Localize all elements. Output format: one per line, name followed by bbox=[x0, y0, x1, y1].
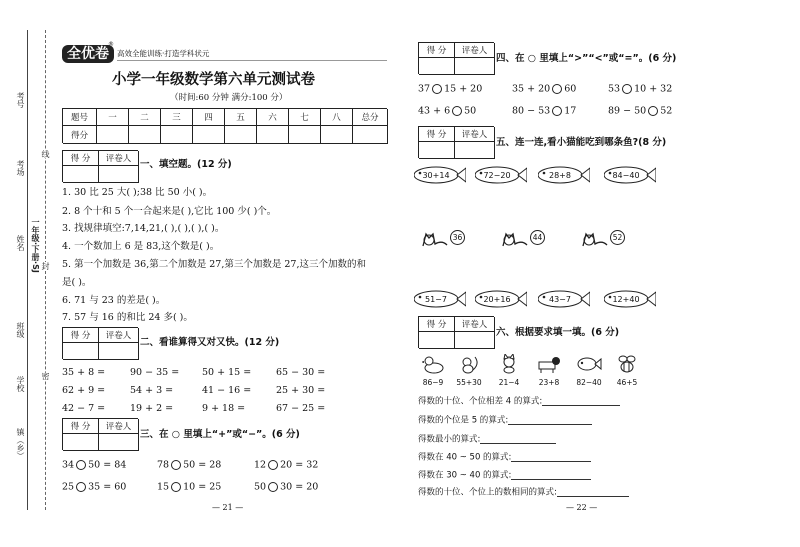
answer-circle[interactable] bbox=[432, 84, 442, 94]
compare-item: 80 − 53 17 bbox=[512, 105, 577, 117]
grader-score-cell[interactable] bbox=[63, 343, 99, 360]
question-item: 3. 找规律填空:7,14,21,( ),( ),( ),( )。 bbox=[62, 223, 225, 234]
compare-item: 37 15 + 20 bbox=[418, 83, 483, 95]
answer-blank[interactable] bbox=[542, 397, 620, 406]
calc-item: 90 − 35 = bbox=[130, 367, 180, 378]
score-head-cell: 二 bbox=[129, 109, 161, 126]
label-kaohao: 考号 bbox=[16, 92, 25, 108]
grader-reviewer-cell[interactable] bbox=[99, 343, 139, 360]
question-item: 是( )。 bbox=[62, 277, 92, 288]
fish-option[interactable] bbox=[414, 166, 466, 184]
section6-heading: 六、根据要求填一填。(6 分) bbox=[496, 327, 620, 338]
cat-number: 36 bbox=[450, 230, 465, 245]
question-item: 7. 57 与 16 的和比 24 多( )。 bbox=[62, 312, 193, 323]
sign-item: 78 50 = 28 bbox=[157, 459, 222, 471]
animal-card bbox=[572, 354, 606, 388]
score-head-cell: 六 bbox=[257, 109, 289, 126]
score-head-cell: 一 bbox=[97, 109, 129, 126]
grader-box bbox=[62, 150, 138, 182]
animal-expression: 82−40 bbox=[576, 378, 602, 387]
fill-question: 得数的十位、个位相差 4 的算式: bbox=[418, 397, 620, 406]
seal-xian: 线 bbox=[41, 150, 50, 158]
cat-icon bbox=[420, 226, 450, 248]
compare-item: 89 − 50 52 bbox=[608, 105, 673, 117]
score-cell[interactable] bbox=[289, 126, 321, 144]
label-xuexiao: 学校 bbox=[16, 376, 25, 392]
bee-icon bbox=[616, 354, 638, 374]
calc-item: 25 + 30 = bbox=[276, 385, 326, 396]
brand-slogan: 高效全能训练·打造学科状元 bbox=[117, 49, 210, 58]
animal-expression: 23+8 bbox=[538, 378, 560, 387]
grader-score-cell[interactable] bbox=[419, 332, 455, 349]
section4-heading: 四、在 ○ 里填上“>”“<”或“=”。(6 分) bbox=[496, 53, 677, 64]
calc-item: 62 + 9 = bbox=[62, 385, 106, 396]
cat-icon bbox=[498, 354, 520, 374]
score-head-cell: 五 bbox=[225, 109, 257, 126]
fish-option[interactable] bbox=[475, 290, 527, 308]
answer-circle[interactable] bbox=[76, 482, 86, 492]
grader-score-label: 得 分 bbox=[419, 317, 455, 332]
answer-circle[interactable] bbox=[552, 84, 562, 94]
grader-score-cell[interactable] bbox=[63, 166, 99, 183]
grader-score-label: 得 分 bbox=[63, 419, 99, 434]
margin-rule bbox=[27, 30, 28, 510]
fill-question: 得数最小的算式: bbox=[418, 435, 556, 444]
fill-question: 得数的个位是 5 的算式: bbox=[418, 416, 592, 425]
compare-item: 35 + 20 60 bbox=[512, 83, 577, 95]
answer-circle[interactable] bbox=[171, 482, 181, 492]
grader-score-label: 得 分 bbox=[63, 328, 99, 343]
score-cell[interactable] bbox=[257, 126, 289, 144]
calc-item: 35 + 8 = bbox=[62, 367, 106, 378]
grader-score-label: 得 分 bbox=[419, 43, 455, 58]
grader-reviewer-cell[interactable] bbox=[99, 434, 139, 451]
grader-box bbox=[62, 327, 138, 359]
animal-expression: 86−9 bbox=[422, 378, 444, 387]
score-cell[interactable] bbox=[161, 126, 193, 144]
brand-logo: 全优卷 bbox=[62, 45, 114, 63]
duck-icon bbox=[422, 354, 444, 374]
fish-expression: 30+14 bbox=[422, 171, 450, 180]
score-row-label: 得分 bbox=[63, 126, 97, 144]
sign-item: 12 20 = 32 bbox=[254, 459, 319, 471]
calc-item: 41 − 16 = bbox=[202, 385, 252, 396]
grader-score-label: 得 分 bbox=[63, 151, 99, 166]
cat-option[interactable] bbox=[580, 226, 630, 250]
grader-reviewer-label: 评卷人 bbox=[99, 419, 139, 434]
animal-card bbox=[612, 354, 642, 388]
fill-question: 得数在 30 ~ 40 的算式: bbox=[418, 471, 591, 480]
sign-item: 34 50 = 84 bbox=[62, 459, 127, 471]
grader-reviewer-label: 评卷人 bbox=[455, 317, 495, 332]
brand-reg: ® bbox=[108, 41, 114, 48]
fill-question: 得数的十位、个位上的数相同的算式: bbox=[418, 488, 629, 497]
fish-icon bbox=[576, 354, 602, 374]
score-cell[interactable] bbox=[193, 126, 225, 144]
score-table bbox=[62, 108, 387, 143]
grader-box bbox=[62, 418, 138, 450]
score-cell[interactable] bbox=[321, 126, 353, 144]
answer-blank[interactable] bbox=[511, 471, 591, 480]
score-head-cell: 四 bbox=[193, 109, 225, 126]
label-grade: 一年级·下册·SJ bbox=[31, 218, 40, 273]
score-head-cell: 题号 bbox=[63, 109, 97, 126]
fish-option[interactable] bbox=[538, 290, 590, 308]
calc-item: 19 + 2 = bbox=[130, 403, 174, 414]
animal-card bbox=[534, 354, 564, 388]
fish-expression: 28+8 bbox=[549, 171, 571, 180]
cat-option[interactable] bbox=[500, 226, 550, 250]
dog-icon bbox=[536, 354, 562, 374]
seal-mi: 密 bbox=[41, 372, 50, 380]
seal-feng: 封 bbox=[41, 262, 50, 270]
fish-option[interactable] bbox=[538, 166, 590, 184]
animal-card bbox=[452, 354, 486, 388]
section5-heading: 五、连一连,看小猫能吃到哪条鱼?(8 分) bbox=[496, 137, 667, 148]
score-cell[interactable] bbox=[225, 126, 257, 144]
calc-item: 65 − 30 = bbox=[276, 367, 326, 378]
page-number-left: — 21 — bbox=[212, 503, 244, 512]
grader-reviewer-label: 评卷人 bbox=[99, 328, 139, 343]
label-xingming: 姓名 bbox=[16, 235, 25, 251]
answer-circle[interactable] bbox=[648, 106, 658, 116]
answer-circle[interactable] bbox=[552, 106, 562, 116]
fish-expression: 51−7 bbox=[425, 295, 447, 304]
grader-score-cell[interactable] bbox=[419, 58, 455, 75]
animal-card bbox=[494, 354, 524, 388]
grader-reviewer-label: 评卷人 bbox=[455, 127, 495, 142]
fill-question: 得数在 40 ~ 50 的算式: bbox=[418, 453, 591, 462]
answer-circle[interactable] bbox=[622, 84, 632, 94]
question-item: 6. 71 与 23 的差是( )。 bbox=[62, 295, 166, 306]
fish-option[interactable] bbox=[604, 166, 656, 184]
page-title: 小学一年级数学第六单元测试卷 bbox=[112, 72, 315, 88]
score-cell[interactable] bbox=[97, 126, 129, 144]
squirrel-icon bbox=[458, 354, 480, 374]
cat-icon bbox=[580, 226, 610, 248]
grader-reviewer-cell[interactable] bbox=[455, 332, 495, 349]
answer-circle[interactable] bbox=[76, 460, 86, 470]
grader-reviewer-cell[interactable] bbox=[455, 142, 495, 159]
fish-expression: 12+40 bbox=[612, 295, 640, 304]
page-number-right: — 22 — bbox=[566, 503, 598, 512]
seal-line bbox=[45, 30, 46, 510]
answer-blank[interactable] bbox=[511, 453, 591, 462]
calc-item: 42 − 7 = bbox=[62, 403, 106, 414]
fish-option[interactable] bbox=[604, 290, 656, 308]
answer-blank[interactable] bbox=[508, 416, 592, 425]
cat-option[interactable] bbox=[420, 226, 470, 250]
answer-circle[interactable] bbox=[452, 106, 462, 116]
fish-option[interactable] bbox=[475, 166, 527, 184]
label-zhen: 镇（乡） bbox=[16, 428, 25, 460]
brand-rule bbox=[117, 60, 387, 61]
fish-expression: 84−40 bbox=[612, 171, 640, 180]
cat-number: 44 bbox=[530, 230, 545, 245]
fish-expression: 43−7 bbox=[549, 295, 571, 304]
label-banji: 班级 bbox=[16, 322, 25, 338]
sign-item: 25 35 = 60 bbox=[62, 481, 127, 493]
animal-card bbox=[418, 354, 448, 388]
section1-heading: 一、填空题。(12 分) bbox=[140, 159, 232, 170]
section2-heading: 二、看谁算得又对又快。(12 分) bbox=[140, 337, 280, 348]
score-head-cell: 七 bbox=[289, 109, 321, 126]
calc-item: 54 + 3 = bbox=[130, 385, 174, 396]
calc-item: 50 + 15 = bbox=[202, 367, 252, 378]
grader-reviewer-label: 评卷人 bbox=[99, 151, 139, 166]
calc-item: 9 + 18 = bbox=[202, 403, 246, 414]
score-head-cell: 三 bbox=[161, 109, 193, 126]
answer-circle[interactable] bbox=[171, 460, 181, 470]
score-cell[interactable] bbox=[129, 126, 161, 144]
sign-item: 50 30 = 20 bbox=[254, 481, 319, 493]
page-subtitle: （时间:60 分钟 满分:100 分） bbox=[170, 93, 288, 103]
grader-score-label: 得 分 bbox=[419, 127, 455, 142]
cat-icon bbox=[500, 226, 530, 248]
answer-blank[interactable] bbox=[557, 488, 629, 497]
question-item: 1. 30 比 25 大( );38 比 50 小( )。 bbox=[62, 187, 213, 198]
grader-reviewer-cell[interactable] bbox=[455, 58, 495, 75]
question-item: 2. 8 个十和 5 个一合起来是( ),它比 100 少( )个。 bbox=[62, 206, 277, 217]
score-head-cell: 八 bbox=[321, 109, 353, 126]
sign-item: 15 10 = 25 bbox=[157, 481, 222, 493]
answer-circle[interactable] bbox=[268, 482, 278, 492]
section3-heading: 三、在 ○ 里填上“+”或“−”。(6 分) bbox=[140, 429, 300, 440]
compare-item: 43 + 6 50 bbox=[418, 105, 477, 117]
grader-reviewer-cell[interactable] bbox=[99, 166, 139, 183]
score-cell[interactable] bbox=[353, 126, 388, 144]
fish-expression: 20+16 bbox=[483, 295, 511, 304]
question-item: 4. 一个数加上 6 是 83,这个数是( )。 bbox=[62, 241, 220, 252]
compare-item: 53 10 + 32 bbox=[608, 83, 673, 95]
answer-blank[interactable] bbox=[480, 435, 556, 444]
animal-expression: 21−4 bbox=[498, 378, 520, 387]
calc-item: 67 − 25 = bbox=[276, 403, 326, 414]
fish-expression: 72−20 bbox=[483, 171, 511, 180]
grader-box bbox=[418, 42, 494, 74]
score-head-cell: 总分 bbox=[353, 109, 388, 126]
grader-box bbox=[418, 126, 494, 158]
grader-score-cell[interactable] bbox=[63, 434, 99, 451]
question-item: 5. 第一个加数是 36,第二个加数是 27,第三个加数是 27,这三个加数的和 bbox=[62, 259, 366, 270]
label-kaochang: 考场 bbox=[16, 160, 25, 176]
animal-expression: 55+30 bbox=[456, 378, 482, 387]
grader-box bbox=[418, 316, 494, 348]
answer-circle[interactable] bbox=[268, 460, 278, 470]
cat-number: 52 bbox=[610, 230, 625, 245]
grader-reviewer-label: 评卷人 bbox=[455, 43, 495, 58]
animal-expression: 46+5 bbox=[616, 378, 638, 387]
grader-score-cell[interactable] bbox=[419, 142, 455, 159]
fish-option[interactable] bbox=[414, 290, 466, 308]
